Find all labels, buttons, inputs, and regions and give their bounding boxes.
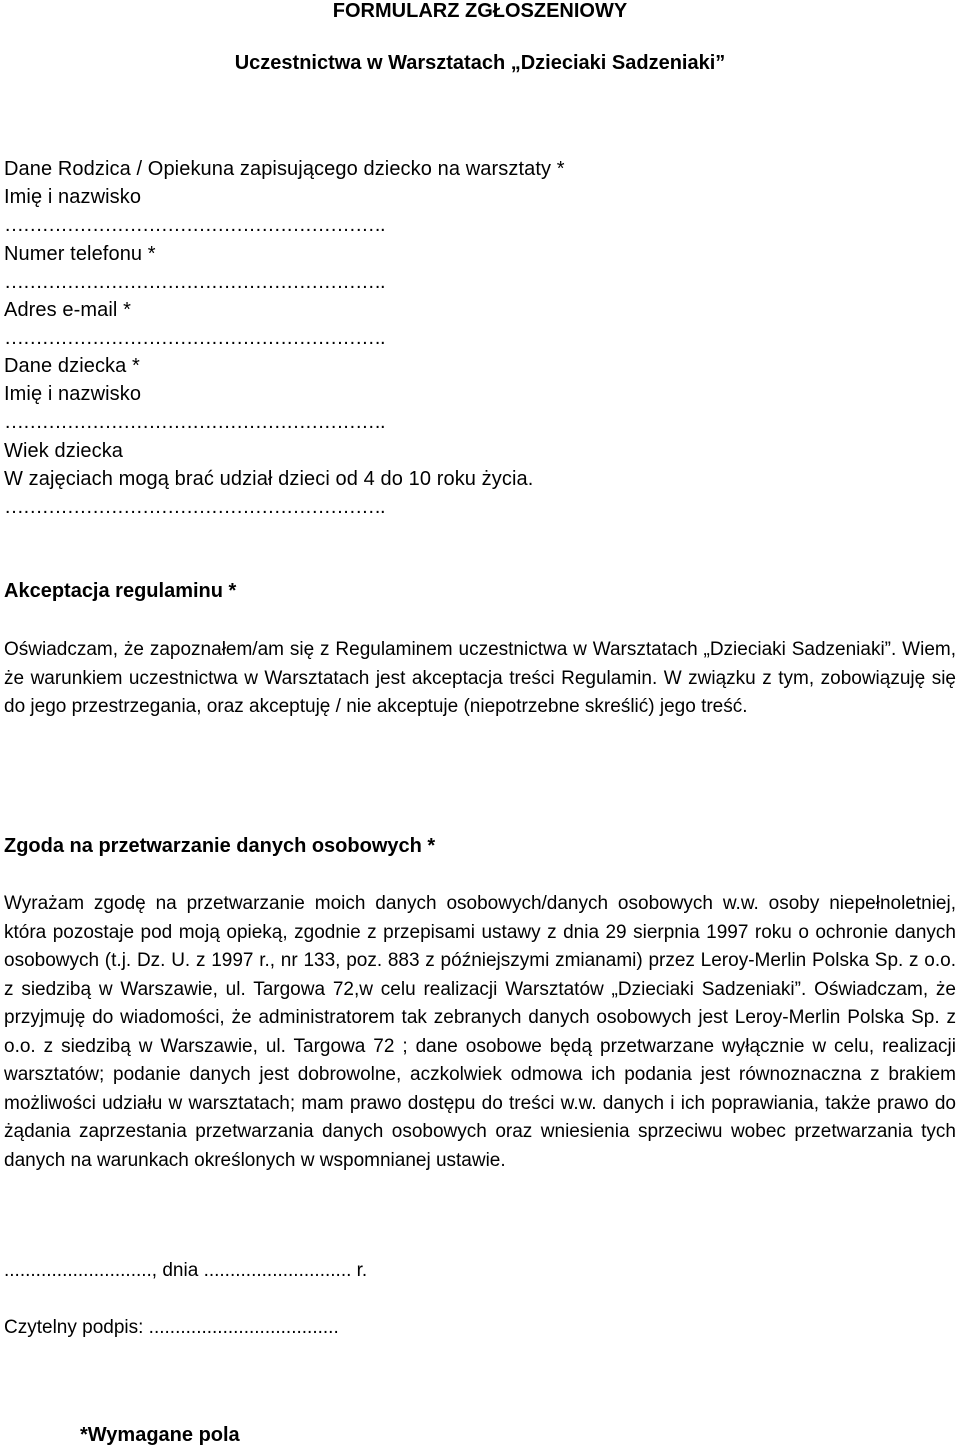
- parent-section-label: Dane Rodzica / Opiekuna zapisującego dziecko na warsztaty *: [4, 158, 565, 180]
- child-age-field[interactable]: …………………………………………………….: [4, 496, 385, 518]
- page-title: FORMULARZ ZGŁOSZENIOWY: [332, 0, 628, 22]
- parent-email-label: Adres e-mail *: [4, 299, 131, 321]
- consent-text: Wyrażam zgodę na przetwarzanie moich danych osobowych/danych osobowych w.w. osoby niepełnoletniej, która pozostaje pod moją opieką, zgodnie z przepisami ustawy z dnia 29 sierpnia 1997 roku o ochronie danych osobowych (t.j. Dz. U. z 1997 r., nr 133, poz. 883 z późniejszymi zmianami) przez Leroy-Merlin Polska Sp. z o.o. z siedzibą w Warszawie, ul. Targowa 72,w celu realizacji Warsztatów „Dzieciaki Sadzeniaki”. Oświadczam, że przyjmuję do wiadomości, że administratorem tak zebranych danych osobowych jest Leroy-Merlin Polska Sp. z o.o. z siedzibą w Warszawie, ul. Targowa 72 ; dane osobowe będą przetwarzane wyłącznie w celu, realizacji warsztatów; podanie danych jest dobrowolne, aczkolwiek odmowa ich podania jest równoznaczna z brakiem możliwości udziału w warsztatach; mam prawo dostępu do treści w.w. danych i ich poprawiania, także prawo do żądania zaprzestania przetwarzania danych osobowych oraz wniesienia sprzeciwu wobec przetwarzania tych danych na warunkach określonych w wspomnianej ustawie.: [4, 893, 956, 1171]
- signature-line[interactable]: Czytelny podpis: ....................................: [4, 1317, 339, 1338]
- parent-name-field[interactable]: …………………………………………………….: [4, 214, 385, 236]
- parent-phone-field[interactable]: …………………………………………………….: [4, 271, 385, 293]
- child-name-label: Imię i nazwisko: [4, 383, 142, 405]
- rules-heading: Akceptacja regulaminu *: [4, 580, 237, 602]
- child-section-label: Dane dziecka *: [4, 355, 140, 377]
- consent-heading: Zgoda na przetwarzanie danych osobowych *: [4, 835, 436, 857]
- page-subtitle: Uczestnictwa w Warsztatach „Dzieciaki Sadzeniaki”: [234, 52, 726, 74]
- child-age-note: W zajęciach mogą brać udział dzieci od 4 do 10 roku życia.: [4, 468, 534, 490]
- rules-text: Oświadczam, że zapoznałem/am się z Regulaminem uczestnictwa w Warsztatach „Dzieciaki Sadzeniaki”. Wiem, że warunkiem uczestnictwa w Warsztatach jest akceptacja treści Regulamin. W związku z tym, zobowiązuję się do jego przestrzegania, oraz akceptuję / nie akceptuje (niepotrzebne skreślić) jego treść.: [4, 639, 956, 717]
- date-line[interactable]: ............................, dnia ............................ r.: [4, 1260, 368, 1281]
- child-age-label: Wiek dziecka: [4, 440, 124, 462]
- parent-name-label: Imię i nazwisko: [4, 186, 142, 208]
- child-name-field[interactable]: …………………………………………………….: [4, 411, 385, 433]
- required-fields-note: *Wymagane pola: [80, 1424, 240, 1446]
- parent-phone-label: Numer telefonu *: [4, 243, 156, 265]
- parent-email-field[interactable]: …………………………………………………….: [4, 327, 385, 349]
